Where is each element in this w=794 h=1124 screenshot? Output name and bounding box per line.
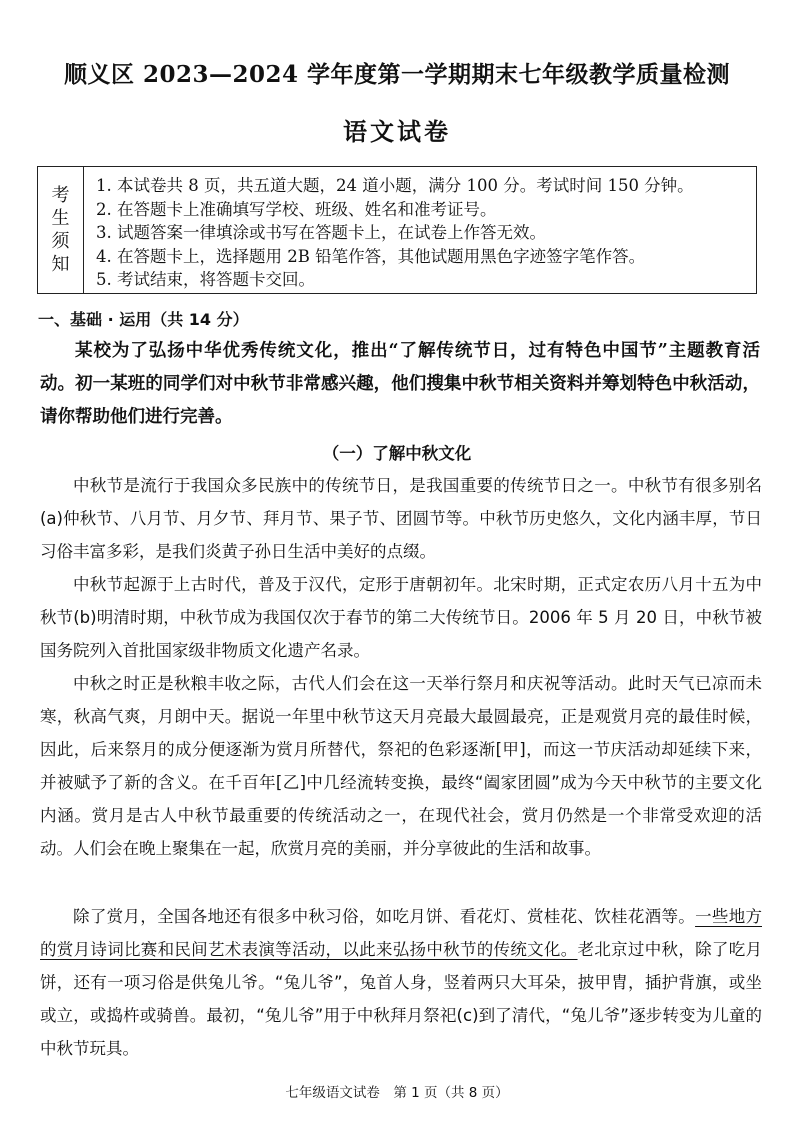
subsection-heading: （一）了解中秋文化 — [322, 444, 472, 463]
notice-item: 1. 本试卷共 8 页，共五道大题，24 道小题，满分 100 分。考试时间 150 分钟。 — [96, 176, 694, 195]
exam-title: 顺义区 2023—2024 学年度第一学期期末七年级教学质量检测 — [63, 61, 731, 88]
notice-item: 4. 在答题卡上，选择题用 2B 铅笔作答，其他试题用黑色字迹签字笔作答。 — [96, 246, 646, 266]
notice-item: 5. 考试结束，将答题卡交回。 — [96, 270, 315, 289]
section-heading: 一、基础 · 运用（共 14 分） — [38, 310, 249, 329]
paragraph-4-start: 除了赏月，全国各地还有很多中秋习俗，如吃月饼、看花灯、赏桂花、饮桂花酒等。 — [73, 907, 696, 926]
exam-subtitle: 语文试卷 — [343, 117, 451, 146]
passage-paragraph-4 — [40, 900, 762, 1065]
section-intro: 某校为了弘扬中华优秀传统文化，推出“了解传统节日，过有特色中国节”主题教育活动。初一某班的同学们对中秋节非常感兴趣，他们搜集中秋节相关资料并筹划特色中秋活动，请你帮助他们进行完善。 — [40, 341, 760, 427]
notice-label-char: 知 — [51, 254, 70, 275]
passage-paragraph-2: 中秋节起源于上古时代，普及于汉代，定形于唐朝初年。北宋时期，正式定农历八月十五为中秋节(b)明清时期，中秋节成为我国仅次于春节的第二大传统节日。2006 年 5 月 20 日，中秋节被国务院列入首批国家级非物质文化遗产名录。 — [40, 575, 762, 660]
notice-label-char: 生 — [51, 208, 70, 229]
page-footer: 七年级语文试卷 第 1 页（共 8 页） — [285, 1085, 509, 1101]
paragraph-4-end: 老北京过中秋，除了吃月饼，还有一项习俗是供兔儿爷。“兔儿爷”，兔首人身，竖着两只大耳朵，披甲胄，插护背旗，或坐或立，或捣杵或骑兽。最初，“兔儿爷”用于中秋拜月祭祀(c)到了清代，“兔儿爷”逐步转变为儿童的中秋节玩具。 — [40, 940, 763, 1058]
notice-label — [38, 167, 84, 293]
candidate-notice-box — [37, 166, 757, 294]
notice-label-char: 考 — [51, 185, 70, 206]
passage-paragraph-3: 中秋之时正是秋粮丰收之际，古代人们会在这一天举行祭月和庆祝等活动。此时天气已凉而未寒，秋高气爽，月朗中天。据说一年里中秋节这天月亮最大最圆最亮，正是观赏月亮的最佳时候，因此，后来祭月的成分便逐渐为赏月所替代，祭祀的色彩逐渐[甲]，而这一节庆活动却延续下来，并被赋予了新的含义。在千百年[乙]中几经流转变换，最终“阖家团圆”成为今天中秋节的主要文化内涵。赏月是古人中秋节最重要的传统活动之一，在现代社会，赏月仍然是一个非常受欢迎的活动。人们会在晚上聚集在一起，欣赏月亮的美丽，并分享彼此的生活和故事。 — [40, 674, 762, 858]
passage-paragraph-1: 中秋节是流行于我国众多民族中的传统节日，是我国重要的传统节日之一。中秋节有很多别名(a)仲秋节、八月节、月夕节、拜月节、果子节、团圆节等。中秋节历史悠久，文化内涵丰厚，节日习俗丰富多彩，是我们炎黄子孙日生活中美好的点缀。 — [40, 476, 762, 561]
notice-item: 2. 在答题卡上准确填写学校、班级、姓名和准考证号。 — [96, 199, 497, 219]
notice-list — [96, 174, 750, 292]
underlined-sentence: 一些地方的赏月诗词比赛和民间艺术表演等活动，以此来弘扬中秋节的传统文化。 — [40, 907, 762, 959]
notice-label-char: 须 — [51, 231, 70, 252]
notice-item: 3. 试题答案一律填涂或书写在答题卡上，在试卷上作答无效。 — [96, 223, 546, 242]
